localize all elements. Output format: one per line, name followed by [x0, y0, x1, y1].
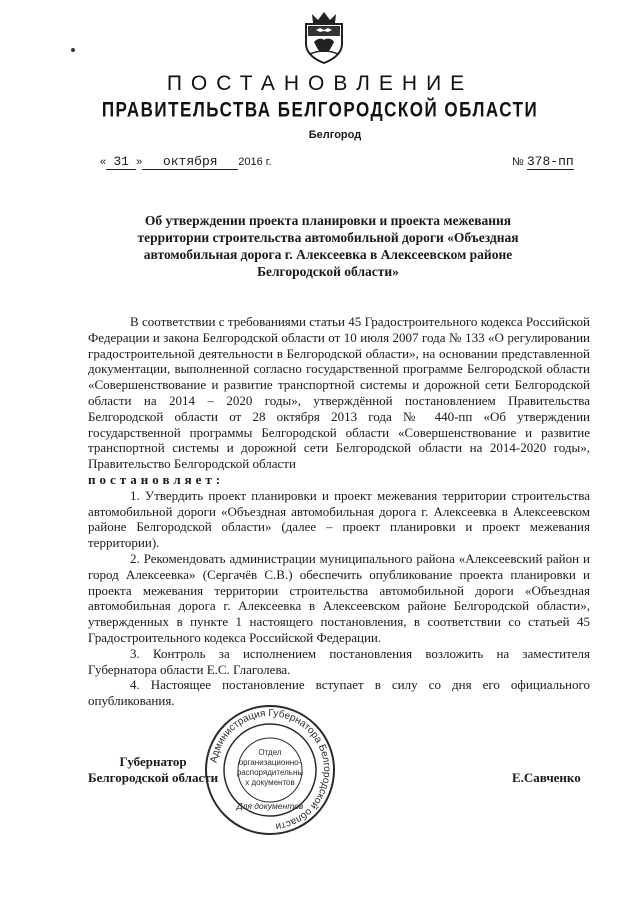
resolve-word: постановляет: — [88, 471, 225, 487]
date-close-quote: » — [136, 156, 143, 168]
scan-speck — [71, 48, 75, 52]
item-paragraph: 4. Настоящее постановление вступает в силу со дня его официального опубликования. — [88, 677, 590, 709]
city-label: Белгород — [308, 129, 362, 141]
date-year-suffix: г. — [265, 156, 272, 168]
signatory-position — [88, 754, 218, 786]
signatory-position-line2: Белгородской области — [88, 770, 219, 785]
number-sign: № — [512, 156, 524, 168]
date-month: октября — [142, 154, 238, 170]
document-title: Об утверждении проекта планировки и проекта межевания территории строительства автомобильной дороги «Объездная автомобильная дорога г. Алексеевка в Алексеевском районе Белгородской области» — [137, 213, 519, 279]
number-value: 378-пп — [526, 154, 574, 169]
signatory-position-line1: Губернатор — [119, 754, 187, 769]
signatory-name: Е.Савченко — [512, 770, 581, 785]
item-paragraph: 1. Утвердить проект планировки и проект межевания территории строительства автомобильной дороги «Объездная автомобильная дорога г. Алексеевка в Алексеевском районе Белгородской области» (далее – проект планировки и проект межевания территории). — [88, 487, 590, 551]
issuing-authority-heading: ПРАВИТЕЛЬСТВА БЕЛГОРОДСКОЙ ОБЛАСТИ — [101, 97, 539, 122]
stamp-outer-text: Администрация Губернатора Белгородской области — [208, 707, 333, 832]
stamp-bottom-text: Для документов — [236, 801, 304, 811]
preamble-paragraph: В соответствии с требованиями статьи 45 Градостроительного кодекса Российской Федерации и закона Белгородской области от 10 июля 2007 года № 133 «О регулировании градостроительной деятельности в Белгородской области», на основании представленной документации, выполненной согласно государственной программе Белгородской области «Совершенствование и развитие транспортной системы и дорожной сети Белгородской области на 2014 – 2020 годы», утверждённой постановлением Правительства Белгородской области от 28 октября 2013 года № 440-пп «Об утверждении государственной программы Белгородской области «Совершенствование и развитие транспортной системы и дорожной сети Белгородской области на 2014-2020 годы», Правительство Белгородской области — [88, 314, 590, 472]
stamp-center-text: Отдел организационно-распорядительных документов — [236, 748, 304, 787]
document-type-heading: ПОСТАНОВЛЕНИЕ — [166, 72, 474, 95]
document-number — [512, 154, 574, 169]
official-stamp — [203, 703, 337, 837]
item-paragraph: 2. Рекомендовать администрации муниципального района «Алексеевский район и город Алексеевка» (Сергачёв С.В.) обеспечить опубликование проекта планировки и проекта межевания территории строительства автомобильной дороги «Объездная автомобильная дорога г. Алексеевка в Алексеевском районе Белгородской области», утвержденных в пункте 1 настоящего постановления, в соответствии со статьей 45 Градостроительного кодекса Российской Федерации. — [88, 550, 590, 645]
date-year: 2016 — [238, 156, 263, 168]
date-open-quote: « — [100, 156, 107, 168]
item-paragraph: 3. Контроль за исполнением постановления возложить на заместителя Губернатора области Е.С. Глаголева. — [88, 645, 590, 677]
coat-of-arms-emblem — [302, 8, 346, 64]
resolve-paragraph — [88, 472, 590, 488]
document-date — [100, 154, 272, 170]
date-day: 31 — [106, 154, 136, 170]
document-body — [88, 314, 590, 709]
